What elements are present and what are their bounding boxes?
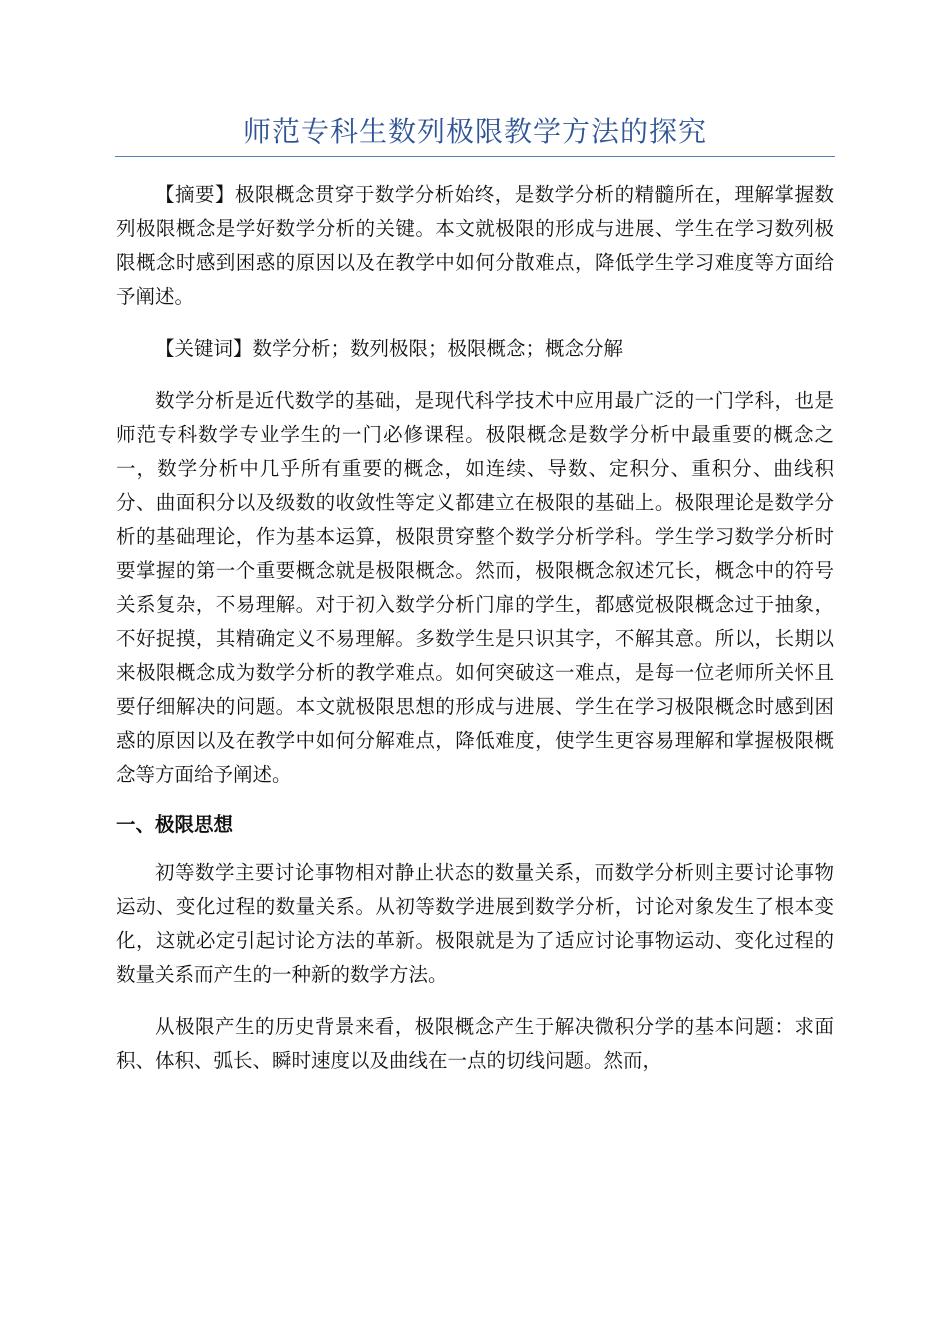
section-paragraph: 从极限产生的历史背景来看，极限概念产生于解决微积分学的基本问题：求面积、体积、弧长、瞬时速度以及曲线在一点的切线问题。然而， xyxy=(116,1015,834,1072)
abstract-paragraph: 【摘要】极限概念贯穿于数学分析始终，是数学分析的精髓所在，理解掌握数列极限概念是学好数学分析的关键。本文就极限的形成与进展、学生在学习数列极限概念时感到困惑的原因以及在教学中如何分散难点，降低学生学习难度等方面给予阐述。 xyxy=(116,183,834,308)
keywords-paragraph: 【关键词】数学分析；数列极限；极限概念；概念分解 xyxy=(155,337,624,360)
intro-paragraph: 数学分析是近代数学的基础，是现代科学技术中应用最广泛的一门学科，也是师范专科数学专业学生的一门必修课程。极限概念是数学分析中最重要的概念之一，数学分析中几乎所有重要的概念，如连续、导数、定积分、重积分、曲线积分、曲面积分以及级数的收敛性等定义都建立在极限的基础上。极限理论是数学分析的基础理论，作为基本运算，极限贯穿整个数学分析学科。学生学习数学分析时要掌握的第一个重要概念就是极限概念。然而，极限概念叙述冗长，概念中的符号关系复杂，不易理解。对于初入数学分析门扉的学生，都感觉极限概念过于抽象，不好捉摸，其精确定义不易理解。多数学生是只识其字，不解其意。所以，长期以来极限概念成为数学分析的教学难点。如何突破这一难点，是每一位老师所关怀且要仔细解决的问题。本文就极限思想的形成与进展、学生在学习极限概念时感到困惑的原因以及在教学中如何分解难点，降低难度，使学生更容易理解和掌握极限概念等方面给予阐述。 xyxy=(116,389,834,786)
document-body xyxy=(116,178,834,1078)
section-heading: 一、极限思想 xyxy=(116,813,234,836)
title-block xyxy=(115,112,835,157)
section-paragraph: 初等数学主要讨论事物相对静止状态的数量关系，而数学分析则主要讨论事物运动、变化过程的数量关系。从初等数学进展到数学分析，讨论对象发生了根本变化，这就必定引起讨论方法的革新。极限就是为了适应讨论事物运动、变化过程的数量关系而产生的一种新的数学方法。 xyxy=(116,861,834,986)
document-title: 师范专科生数列极限教学方法的探究 xyxy=(242,115,707,148)
